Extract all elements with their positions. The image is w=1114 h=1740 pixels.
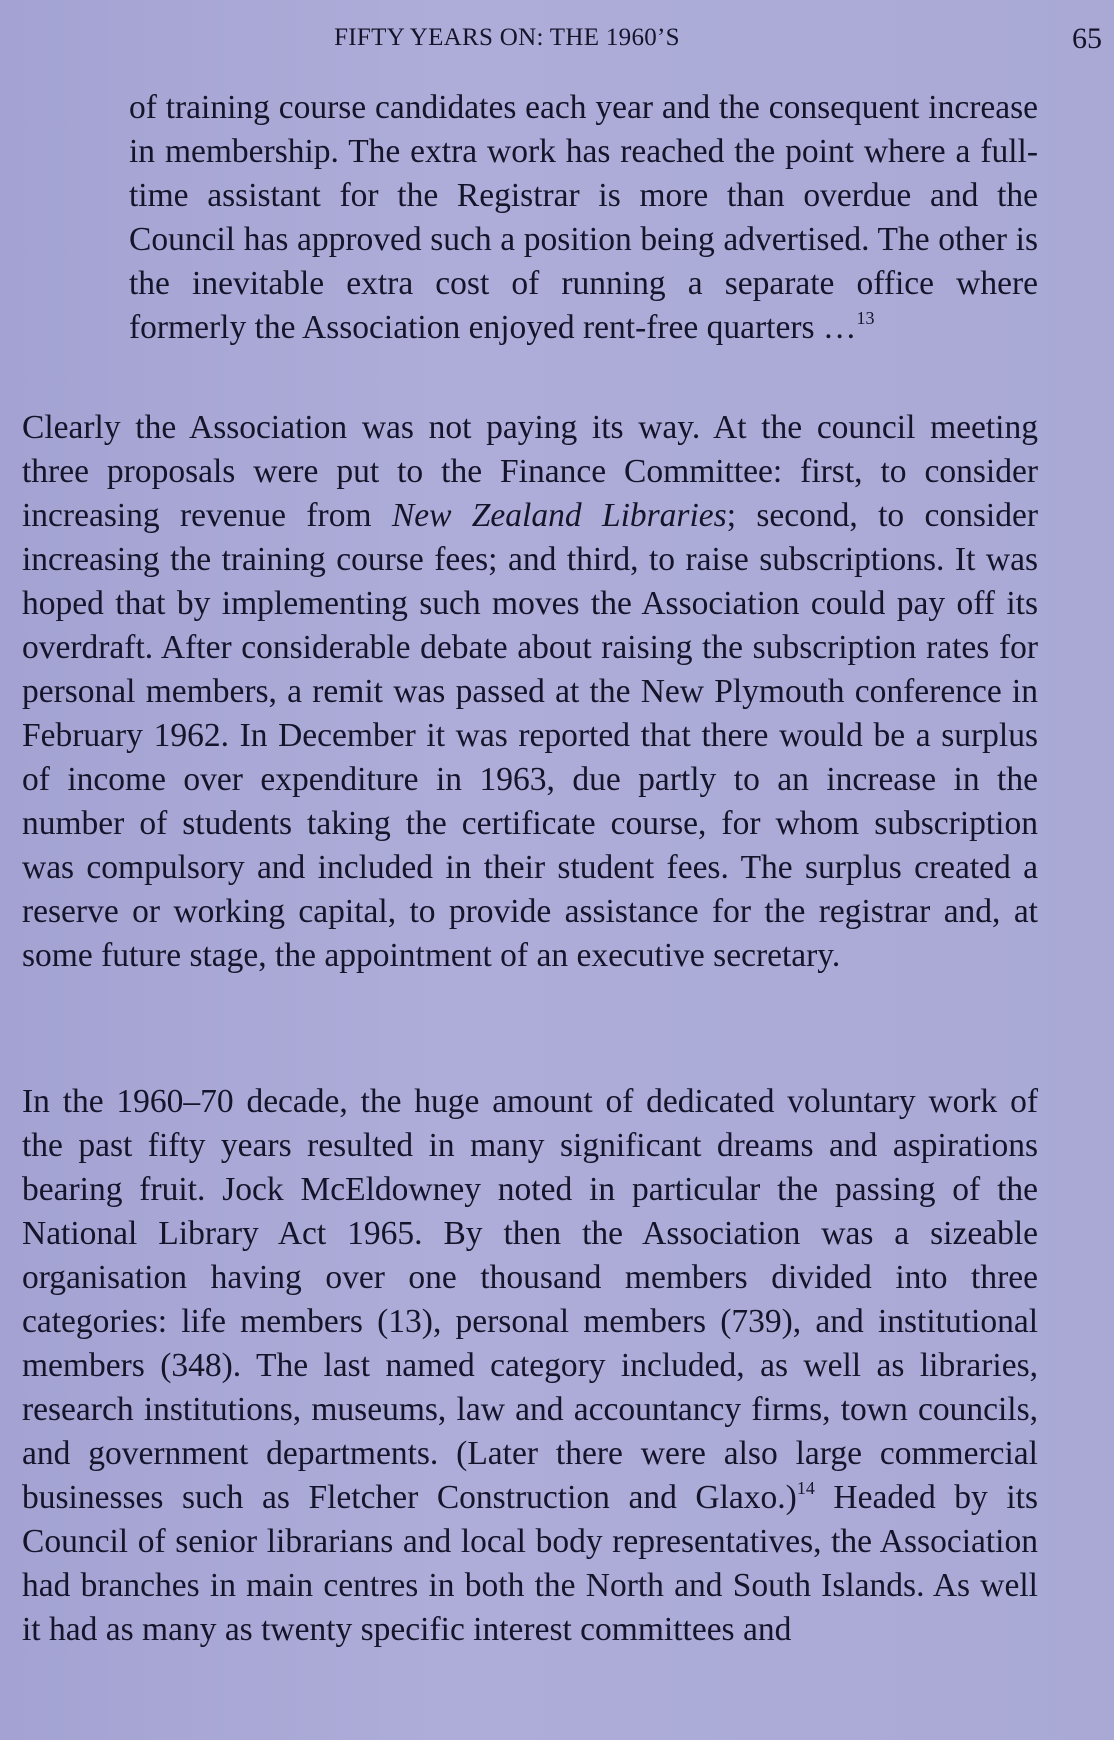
page-number: 65 xyxy=(1072,22,1102,55)
footnote-ref-13[interactable]: 13 xyxy=(856,308,875,328)
paragraph-decade-start: In the 1960–70 decade, the huge amount of dedicated voluntary work of the past fifty years resulted in many significant dreams and aspirations bearing fruit. Jock McEldowney noted in particular the passing of the National Library Act 1965. By then the Association was a sizeable organisation having over one thousand members divided into three categories: life members (13), personal members (739), and institutional members (348). The last named category included, as well as libraries, research institutions, museums, law and accountancy firms, town councils, and government departments. (Later there were also large commercial businesses such as Fletcher Construction and Glaxo.) xyxy=(22,1083,1038,1516)
paragraph-decade-end: Headed by its Council of senior librarians and local body representatives, the Association had branches in main centres in both the North and South Islands. As well it had as many as twenty specific interest committees and xyxy=(22,1479,1039,1648)
paragraph-finances xyxy=(22,406,1038,978)
journal-title-italic: New Zealand Libraries xyxy=(391,497,727,534)
block-quote-text: of training course candidates each year and the consequent increase in membership. The extra work has reached the point where a full-time assistant for the Registrar is more than overdue and the Council has approved such a position being advertised. The other is the inevitable extra cost of running a separate office where formerly the Association enjoyed rent-free quarters … xyxy=(129,89,1038,346)
block-quote xyxy=(129,86,1038,350)
paragraph-finances-end: ; second, to consider increasing the training course fees; and third, to raise subscriptions. It was hoped that by implementing such moves the Association could pay off its overdraft. After considerable debate about raising the subscription rates for personal members, a remit was passed at the New Plymouth conference in February 1962. In December it was reported that there would be a surplus of income over expenditure in 1963, due partly to an increase in the number of students taking the certificate course, for whom subscription was compulsory and included in their student fees. The surplus created a reserve or working capital, to provide assistance for the registrar and, at some future stage, the appointment of an executive secretary. xyxy=(22,497,1039,974)
running-head: FIFTY YEARS ON: THE 1960’S xyxy=(334,24,680,51)
paragraph-decade xyxy=(22,1080,1038,1652)
footnote-ref-14[interactable]: 14 xyxy=(796,1478,815,1498)
paragraph-finances-start: Clearly the Association was not paying its way. At the council meeting three proposals were put to the Finance Committee: first, to consider increasing revenue from xyxy=(22,409,1038,534)
